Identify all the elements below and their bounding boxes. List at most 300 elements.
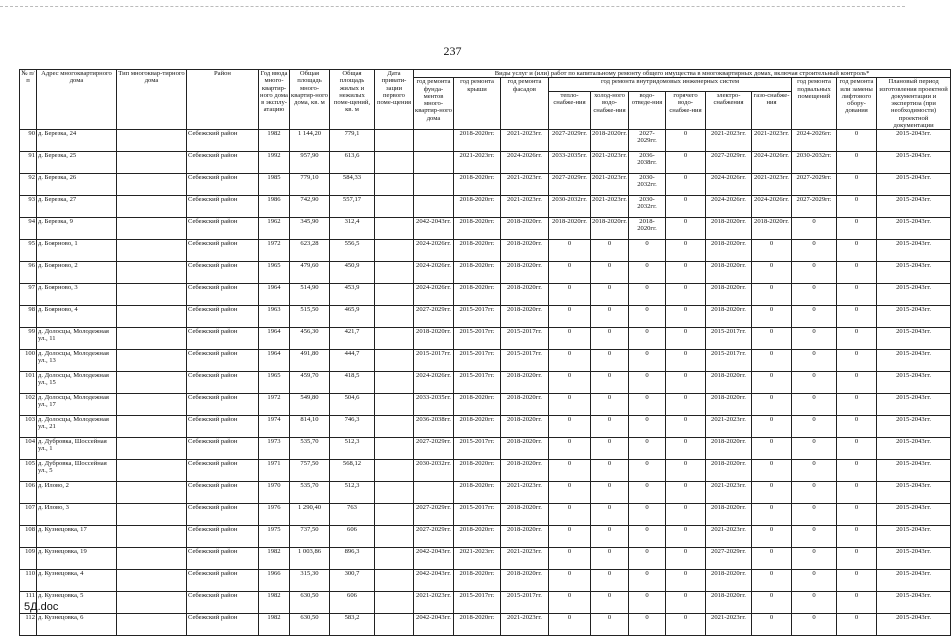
table-cell: 0: [752, 482, 792, 504]
table-cell: 0: [549, 570, 591, 592]
table-cell: 0: [792, 482, 837, 504]
table-cell: 2015-2017гг.: [454, 592, 501, 614]
table-cell: 0: [629, 284, 666, 306]
table-cell: 110: [20, 570, 37, 592]
table-cell: 104: [20, 438, 37, 460]
table-cell: 2015-2043гг.: [877, 570, 951, 592]
header-plan-period: Плановый период изготовления проектной документации и экспертиза (при необходимости) проектной документации: [877, 78, 951, 130]
table-cell: 2015-2043гг.: [877, 240, 951, 262]
table-cell: 568,12: [330, 460, 375, 482]
table-cell: 0: [837, 328, 877, 350]
table-cell: д. Кузнецовка, 19: [37, 548, 117, 570]
table-row: [20, 416, 951, 438]
table-cell: 0: [549, 526, 591, 548]
table-cell: 0: [666, 526, 706, 548]
table-cell: 0: [591, 526, 629, 548]
table-cell: 2018-2020гг.: [454, 526, 501, 548]
table-cell: [375, 372, 414, 394]
table-cell: Себежский район: [187, 394, 259, 416]
table-cell: 0: [549, 416, 591, 438]
table-cell: 2015-2043гг.: [877, 262, 951, 284]
table-cell: 2015-2017гг.: [454, 372, 501, 394]
table-cell: [117, 350, 187, 372]
table-cell: 0: [837, 482, 877, 504]
table-cell: 779,1: [330, 130, 375, 152]
table-cell: 0: [666, 438, 706, 460]
table-cell: Себежский район: [187, 306, 259, 328]
header-num: № п/п: [20, 70, 37, 130]
table-row: [20, 526, 951, 548]
table-cell: [117, 372, 187, 394]
table-cell: 2015-2017гг.: [454, 306, 501, 328]
table-cell: 2018-2020гг.: [706, 284, 752, 306]
table-cell: 0: [549, 438, 591, 460]
table-cell: 0: [752, 328, 792, 350]
table-cell: 0: [752, 394, 792, 416]
table-cell: 2018-2020гг.: [454, 416, 501, 438]
table-cell: 1962: [259, 218, 290, 240]
table-cell: 0: [666, 174, 706, 196]
table-cell: 2018-2020гг.: [591, 218, 629, 240]
table-cell: [375, 350, 414, 372]
table-cell: 0: [792, 570, 837, 592]
table-cell: 0: [549, 328, 591, 350]
header-cold-water: холод-ного водо-снабже-ния: [591, 92, 629, 130]
table-cell: 112: [20, 614, 37, 636]
table-cell: 0: [591, 482, 629, 504]
table-cell: [375, 438, 414, 460]
table-cell: 0: [752, 372, 792, 394]
table-cell: 2018-2020гг.: [706, 372, 752, 394]
table-cell: 549,80: [290, 394, 330, 416]
table-cell: 0: [549, 262, 591, 284]
table-cell: 0: [752, 416, 792, 438]
table-cell: 746,3: [330, 416, 375, 438]
table-cell: 2042-2043гг.: [414, 614, 454, 636]
table-cell: 2018-2020гг.: [706, 218, 752, 240]
table-cell: 0: [666, 196, 706, 218]
table-cell: 444,7: [330, 350, 375, 372]
table-cell: 300,7: [330, 570, 375, 592]
table-cell: 0: [792, 592, 837, 614]
table-cell: 2018-2020гг.: [454, 614, 501, 636]
table-cell: 2027-2029гг.: [414, 438, 454, 460]
table-cell: 2018-2020гг.: [752, 218, 792, 240]
table-cell: [117, 592, 187, 614]
page-top-edge: [0, 6, 905, 7]
table-cell: [375, 504, 414, 526]
table-row: [20, 614, 951, 636]
table-cell: 479,60: [290, 262, 330, 284]
table-row: [20, 284, 951, 306]
table-cell: 2015-2043гг.: [877, 592, 951, 614]
table-cell: 2036-2038гг.: [629, 152, 666, 174]
table-cell: 2018-2020гг.: [501, 372, 549, 394]
table-cell: 2024-2026гг.: [414, 284, 454, 306]
table-cell: 421,7: [330, 328, 375, 350]
table-cell: 0: [837, 306, 877, 328]
table-cell: [375, 526, 414, 548]
table-cell: 0: [792, 416, 837, 438]
table-cell: 2021-2023гг.: [414, 592, 454, 614]
table-cell: Себежский район: [187, 218, 259, 240]
table-cell: [375, 328, 414, 350]
table-cell: 2015-2043гг.: [877, 614, 951, 636]
table-cell: Себежский район: [187, 416, 259, 438]
table-cell: 92: [20, 174, 37, 196]
table-cell: 0: [837, 152, 877, 174]
table-cell: 1963: [259, 306, 290, 328]
header-total-area: Общая площадь много-квартир-ного дома, кв. м: [290, 70, 330, 130]
table-cell: 584,33: [330, 174, 375, 196]
table-cell: 0: [666, 262, 706, 284]
table-cell: Себежский район: [187, 548, 259, 570]
table-cell: 2042-2043гг.: [414, 218, 454, 240]
table-row: [20, 196, 951, 218]
table-cell: 0: [591, 284, 629, 306]
table-cell: 0: [591, 306, 629, 328]
table-row: [20, 504, 951, 526]
table-cell: 2018-2020гг.: [706, 306, 752, 328]
table-cell: 2021-2023гг.: [501, 614, 549, 636]
table-cell: 0: [666, 130, 706, 152]
header-facade: год ремонта фасадов: [501, 78, 549, 130]
table-cell: 103: [20, 416, 37, 438]
table-cell: 2015-2017гг.: [414, 350, 454, 372]
table-cell: 2018-2020гг.: [501, 306, 549, 328]
table-cell: 0: [837, 592, 877, 614]
table-cell: 2018-2020гг.: [454, 130, 501, 152]
table-cell: 0: [666, 152, 706, 174]
table-cell: 2018-2020гг.: [454, 196, 501, 218]
table-cell: 2018-2020гг.: [706, 504, 752, 526]
table-cell: 2021-2023гг.: [752, 174, 792, 196]
header-foundation: год ремонта фунда-ментов много-квартир-ного дома: [414, 78, 454, 130]
table-cell: 2015-2017гг.: [501, 592, 549, 614]
table-cell: 0: [666, 218, 706, 240]
table-cell: 0: [752, 548, 792, 570]
table-cell: 2015-2043гг.: [877, 416, 951, 438]
table-cell: 630,50: [290, 592, 330, 614]
table-cell: 2021-2023гг.: [706, 482, 752, 504]
table-cell: 0: [666, 548, 706, 570]
table-row: [20, 570, 951, 592]
table-cell: 2033-2035гг.: [414, 394, 454, 416]
table-cell: 0: [792, 284, 837, 306]
table-cell: 0: [629, 526, 666, 548]
table-cell: [414, 482, 454, 504]
table-cell: д. Долосцы, Молодежная ул., 21: [37, 416, 117, 438]
table-cell: 737,50: [290, 526, 330, 548]
header-electric: электро-снабжения: [706, 92, 752, 130]
table-cell: [117, 460, 187, 482]
table-cell: 2018-2020гг.: [706, 438, 752, 460]
table-cell: 91: [20, 152, 37, 174]
table-cell: д. Дубровка, Шоссейная ул., 5: [37, 460, 117, 482]
table-cell: [117, 438, 187, 460]
table-cell: 2027-2029гг.: [706, 548, 752, 570]
table-cell: Себежский район: [187, 614, 259, 636]
table-cell: Себежский район: [187, 482, 259, 504]
table-cell: д. Кузнецовка, 5: [37, 592, 117, 614]
table-cell: 2027-2029гг.: [414, 526, 454, 548]
table-cell: 2024-2026гг.: [752, 196, 792, 218]
table-cell: 1974: [259, 416, 290, 438]
table-cell: 0: [792, 328, 837, 350]
table-cell: 0: [629, 394, 666, 416]
table-cell: 514,90: [290, 284, 330, 306]
table-cell: 1964: [259, 350, 290, 372]
table-cell: 957,90: [290, 152, 330, 174]
table-cell: 2018-2020гг.: [706, 262, 752, 284]
table-row: [20, 328, 951, 350]
table-cell: 0: [792, 372, 837, 394]
table-cell: 0: [837, 548, 877, 570]
table-cell: 2018-2020гг.: [454, 174, 501, 196]
table-cell: 0: [837, 416, 877, 438]
table-cell: 0: [629, 460, 666, 482]
table-cell: 2018-2020гг.: [501, 240, 549, 262]
table-cell: 2015-2017гг.: [706, 328, 752, 350]
table-cell: 757,50: [290, 460, 330, 482]
table-cell: 0: [837, 372, 877, 394]
table-cell: 1972: [259, 394, 290, 416]
table-cell: Себежский район: [187, 350, 259, 372]
table-cell: 0: [549, 504, 591, 526]
table-cell: 0: [837, 438, 877, 460]
table-cell: 2015-2043гг.: [877, 548, 951, 570]
table-cell: д. Боярново, 4: [37, 306, 117, 328]
table-cell: 0: [549, 592, 591, 614]
table-cell: 1982: [259, 130, 290, 152]
table-cell: 2024-2026гг.: [706, 196, 752, 218]
table-cell: 0: [629, 416, 666, 438]
table-cell: 111: [20, 592, 37, 614]
table-cell: 0: [837, 614, 877, 636]
table-cell: 2021-2023гг.: [591, 196, 629, 218]
table-cell: 491,80: [290, 350, 330, 372]
table-cell: 0: [837, 350, 877, 372]
table-cell: 99: [20, 328, 37, 350]
table-cell: 0: [792, 350, 837, 372]
table-cell: 0: [666, 306, 706, 328]
table-cell: 2015-2017гг.: [706, 350, 752, 372]
table-row: [20, 372, 951, 394]
table-row: [20, 460, 951, 482]
table-cell: 504,6: [330, 394, 375, 416]
table-cell: 0: [837, 570, 877, 592]
table-cell: 1985: [259, 174, 290, 196]
table-cell: 0: [666, 482, 706, 504]
table-cell: Себежский район: [187, 196, 259, 218]
table-cell: 1986: [259, 196, 290, 218]
table-cell: 2021-2023гг.: [454, 548, 501, 570]
table-cell: 2030-2032гг.: [629, 174, 666, 196]
table-cell: 606: [330, 526, 375, 548]
table-cell: [375, 130, 414, 152]
table-cell: [117, 284, 187, 306]
table-cell: 0: [837, 504, 877, 526]
table-cell: 97: [20, 284, 37, 306]
table-cell: 0: [591, 504, 629, 526]
table-cell: 100: [20, 350, 37, 372]
table-cell: 2030-2032гг.: [629, 196, 666, 218]
table-cell: 512,3: [330, 438, 375, 460]
capital-repair-table: [19, 69, 951, 636]
table-cell: 2015-2043гг.: [877, 504, 951, 526]
table-cell: Себежский район: [187, 328, 259, 350]
table-row: [20, 306, 951, 328]
table-cell: 0: [549, 482, 591, 504]
header-lift: год ремонта или замены лифтового обору-дования: [837, 78, 877, 130]
table-cell: 0: [591, 570, 629, 592]
table-cell: [375, 218, 414, 240]
header-roof: год ремонта крыши: [454, 78, 501, 130]
table-cell: 0: [629, 482, 666, 504]
table-cell: 0: [629, 328, 666, 350]
table-cell: 2018-2020гг.: [591, 130, 629, 152]
table-cell: 0: [837, 262, 877, 284]
table-cell: 1972: [259, 240, 290, 262]
table-cell: 2018-2020гг.: [549, 218, 591, 240]
table-cell: 0: [792, 218, 837, 240]
table-cell: 0: [837, 526, 877, 548]
table-cell: 0: [792, 262, 837, 284]
table-cell: 0: [549, 460, 591, 482]
table-cell: 0: [837, 196, 877, 218]
table-cell: 96: [20, 262, 37, 284]
table-row: [20, 174, 951, 196]
table-cell: 2015-2043гг.: [877, 394, 951, 416]
table-cell: [375, 394, 414, 416]
table-cell: [117, 482, 187, 504]
table-cell: д. Березка, 27: [37, 196, 117, 218]
table-cell: 0: [629, 504, 666, 526]
table-cell: д. Березка, 24: [37, 130, 117, 152]
table-cell: 2018-2020гг.: [454, 218, 501, 240]
header-type: Тип многоквар-тирного дома: [117, 70, 187, 130]
table-cell: Себежский район: [187, 130, 259, 152]
table-cell: Себежский район: [187, 504, 259, 526]
table-cell: 1965: [259, 372, 290, 394]
table-cell: 109: [20, 548, 37, 570]
table-cell: Себежский район: [187, 152, 259, 174]
table-cell: 0: [837, 394, 877, 416]
table-cell: 2021-2023гг.: [706, 614, 752, 636]
table-cell: 0: [752, 592, 792, 614]
table-cell: 0: [792, 394, 837, 416]
table-cell: 0: [837, 218, 877, 240]
table-cell: 2018-2020гг.: [454, 240, 501, 262]
table-cell: д. Кузнецовка, 4: [37, 570, 117, 592]
table-cell: 94: [20, 218, 37, 240]
table-cell: 0: [752, 240, 792, 262]
table-cell: 0: [549, 306, 591, 328]
table-cell: д. Долосцы, Молодежная ул., 13: [37, 350, 117, 372]
table-cell: [375, 196, 414, 218]
table-cell: 102: [20, 394, 37, 416]
table-cell: 2018-2020гг.: [501, 460, 549, 482]
table-cell: 2027-2029гг.: [792, 196, 837, 218]
table-cell: 0: [549, 284, 591, 306]
table-row: [20, 482, 951, 504]
table-cell: 2042-2043гг.: [414, 548, 454, 570]
table-row: [20, 350, 951, 372]
table-cell: Себежский район: [187, 284, 259, 306]
table-cell: 1 144,20: [290, 130, 330, 152]
table-cell: 0: [591, 328, 629, 350]
table-cell: 1992: [259, 152, 290, 174]
table-cell: [117, 570, 187, 592]
table-cell: 535,70: [290, 438, 330, 460]
table-cell: 2015-2017гг.: [454, 438, 501, 460]
table-cell: 2018-2020гг.: [706, 460, 752, 482]
table-cell: 0: [629, 438, 666, 460]
table-cell: [117, 548, 187, 570]
table-cell: д. Долосцы, Молодежная ул., 11: [37, 328, 117, 350]
table-cell: 0: [591, 592, 629, 614]
table-cell: 2018-2020гг.: [454, 394, 501, 416]
table-cell: 2027-2029гг.: [549, 174, 591, 196]
table-cell: 2018-2020гг.: [706, 394, 752, 416]
table-cell: 1982: [259, 548, 290, 570]
table-cell: 630,50: [290, 614, 330, 636]
table-cell: д. Березка, 26: [37, 174, 117, 196]
table-cell: 557,17: [330, 196, 375, 218]
table-row: [20, 240, 951, 262]
table-cell: 2015-2043гг.: [877, 152, 951, 174]
header-gas: газо-снабже-ния: [752, 92, 792, 130]
table-cell: 0: [666, 416, 706, 438]
header-living-area: Общая площадь жилых и нежилых поме-щений, кв. м: [330, 70, 375, 130]
table-cell: 1975: [259, 526, 290, 548]
table-cell: [375, 306, 414, 328]
table-cell: д. Березка, 9: [37, 218, 117, 240]
table-cell: 2018-2020гг.: [414, 328, 454, 350]
table-cell: 0: [591, 438, 629, 460]
table-cell: 0: [629, 614, 666, 636]
table-cell: 459,70: [290, 372, 330, 394]
header-district: Район: [187, 70, 259, 130]
table-cell: 2018-2020гг.: [706, 592, 752, 614]
table-cell: 2024-2026гг.: [414, 240, 454, 262]
table-cell: 108: [20, 526, 37, 548]
table-cell: 0: [666, 240, 706, 262]
table-cell: 0: [792, 614, 837, 636]
table-cell: 2015-2043гг.: [877, 130, 951, 152]
table-cell: [117, 240, 187, 262]
table-cell: 345,90: [290, 218, 330, 240]
table-cell: 2027-2029гг.: [549, 130, 591, 152]
table-cell: 0: [792, 306, 837, 328]
table-cell: 2018-2020гг.: [706, 240, 752, 262]
table-cell: 2015-2017гг.: [501, 350, 549, 372]
table-cell: 2018-2020гг.: [501, 416, 549, 438]
table-cell: 2015-2017гг.: [454, 504, 501, 526]
table-cell: 2015-2043гг.: [877, 350, 951, 372]
table-cell: [414, 196, 454, 218]
table-cell: 2015-2043гг.: [877, 196, 951, 218]
table-cell: 0: [629, 548, 666, 570]
table-cell: 0: [837, 174, 877, 196]
table-cell: [117, 174, 187, 196]
table-cell: 2021-2023гг.: [454, 152, 501, 174]
table-cell: д. Дубровка, Шоссейная ул., 1: [37, 438, 117, 460]
table-cell: 456,30: [290, 328, 330, 350]
table-cell: 1964: [259, 284, 290, 306]
table-cell: 0: [591, 262, 629, 284]
table-cell: 623,28: [290, 240, 330, 262]
